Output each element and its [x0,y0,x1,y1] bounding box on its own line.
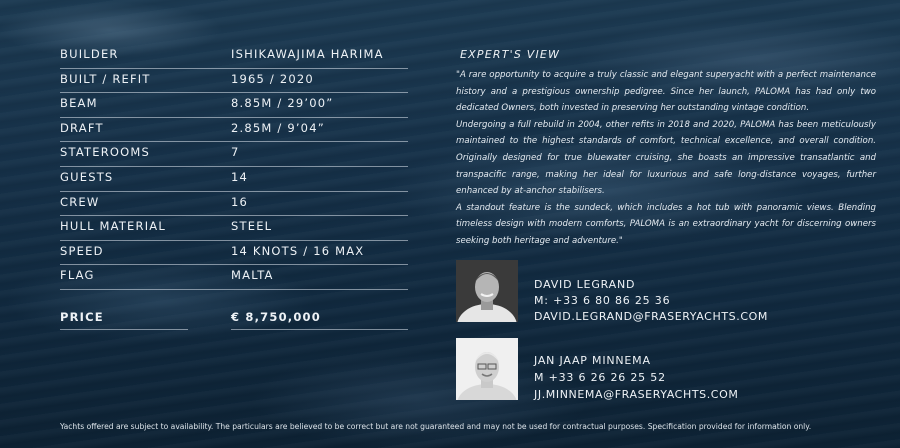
contact-name: DAVID LEGRAND [534,278,636,291]
spec-row-flag [60,265,408,290]
price-value: € 8,750,000 [231,309,321,324]
spec-value: STEEL [231,219,273,234]
experts-view-section [456,48,876,250]
spec-value: 14 [231,169,249,184]
contact-photo-avatar [456,338,518,400]
spec-label: BEAM [60,96,98,111]
experts-view-text [456,67,876,250]
spec-label: HULL MATERIAL [60,219,166,234]
spec-value: 8.85M / 29’00” [231,96,334,111]
expert-paragraph: Undergoing a full rebuild in 2004, other refits in 2018 and 2020, PALOMA has been meticulously maintained to the highest standards of comfort, technical excellence, and overall condition. Originally designed for true bluewater cruising, she boasts an impressive transatlantic and transpacific range, making her ideal for luxurious and safe long-distance voyages, further enhanced by at-anchor stabilisers. [456,119,876,197]
spec-value: 14 KNOTS / 16 MAX [231,243,365,258]
person-portrait-icon [456,338,518,400]
spec-label: DRAFT [60,120,104,135]
experts-view-title: EXPERT'S VIEW [460,48,561,61]
contact-email[interactable]: DAVID.LEGRAND@FRASERYACHTS.COM [534,310,768,323]
spec-row-crew [60,192,408,217]
spec-value: MALTA [231,268,274,283]
expert-paragraph: A standout feature is the sundeck, which includes a hot tub with panoramic views. Blending timeless design with modern comforts, PALOMA is an extraordinary yacht for discerning owners seeking both heritage and adventure." [456,202,876,246]
spec-label: BUILT / REFIT [60,71,151,86]
contact-phone[interactable]: M +33 6 26 26 25 52 [534,371,666,384]
spec-row-hull-material [60,216,408,241]
spec-label: BUILDER [60,47,119,61]
spec-value: 1965 / 2020 [231,71,314,86]
spec-value: ISHIKAWAJIMA HARIMA [231,47,384,61]
spec-label: SPEED [60,243,104,258]
spec-row-built-refit [60,69,408,94]
disclaimer-text: Yachts offered are subject to availability. The particulars are believed to be correct but are not guaranteed and may not be used for contractual purposes. Specification provided for information only. [60,422,812,431]
spec-label: CREW [60,194,100,209]
spec-value: 7 [231,145,240,160]
contact-card-david-legrand [456,260,876,324]
spec-row-speed [60,241,408,266]
spec-row-beam [60,93,408,118]
spec-row-draft [60,118,408,143]
expert-paragraph: "A rare opportunity to acquire a truly classic and elegant superyacht with a perfect maintenance history and a prestigious ownership pedigree. Since her launch, PALOMA has had only two dedicated Owners, both invested in preserving her outstanding vintage condition. [456,70,876,114]
specifications-table [60,44,408,330]
spec-value: 2.85M / 9’04” [231,120,325,135]
contact-name: JAN JAAP MINNEMA [534,354,651,367]
person-portrait-icon [456,260,518,322]
spec-row-builder [60,44,408,69]
contact-phone[interactable]: M: +33 6 80 86 25 36 [534,294,671,307]
divider [60,329,188,330]
divider [231,329,408,330]
price-row [60,306,408,330]
contact-email[interactable]: JJ.MINNEMA@FRASERYACHTS.COM [534,388,739,401]
spec-row-staterooms [60,142,408,167]
price-label: PRICE [60,309,104,324]
contact-card-jan-jaap-minnema [456,338,876,402]
spec-row-guests [60,167,408,192]
spec-label: GUESTS [60,169,114,184]
spec-label: FLAG [60,268,95,283]
spec-value: 16 [231,194,249,209]
contact-photo-avatar [456,260,518,322]
spec-label: STATEROOMS [60,145,151,160]
